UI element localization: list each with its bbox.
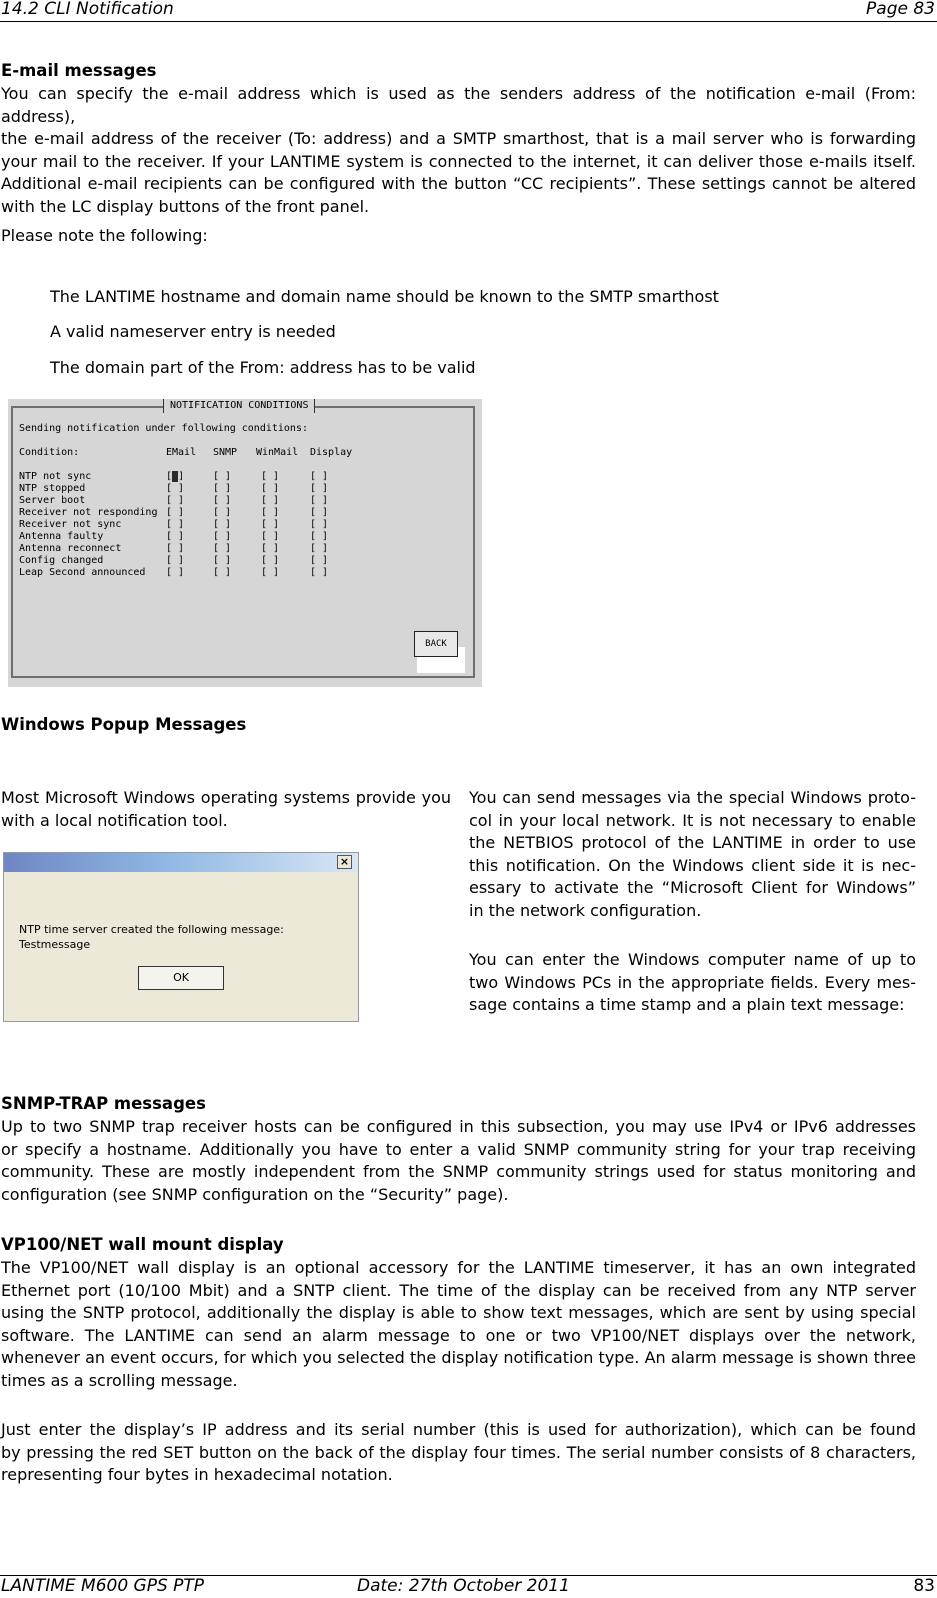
condition-checkbox[interactable]: [ ]	[213, 531, 232, 542]
condition-checkbox[interactable]: [ ]	[261, 471, 280, 482]
windows-heading: Windows Popup Messages	[1, 715, 247, 734]
condition-checkbox[interactable]: [ ]	[166, 555, 185, 566]
condition-row	[19, 471, 459, 483]
windows-left-line: Most Microsoft Windows operating systems provide you	[1, 788, 451, 807]
condition-checkbox[interactable]: [ ]	[261, 483, 280, 494]
footer-date: Date: 27th October 2011	[357, 1576, 570, 1596]
popup-message-line: NTP time server created the following message:	[19, 923, 284, 936]
condition-checkbox[interactable]: [ ]	[166, 531, 185, 542]
bullet-item: The LANTIME hostname and domain name should be known to the SMTP smarthost	[50, 287, 719, 306]
condition-checkbox[interactable]: [ ]	[213, 483, 232, 494]
popup-message-line: Testmessage	[19, 938, 91, 951]
vp100-line: The VP100/NET wall display is an optional accessory for the LANTIME timeserver, it has an own integrated	[1, 1258, 916, 1277]
condition-checkbox[interactable]: [ ]	[310, 555, 329, 566]
condition-checkbox[interactable]: [ ]	[310, 471, 329, 482]
vp100-line: representing four bytes in hexadecimal notation.	[1, 1465, 393, 1484]
condition-checkbox[interactable]: [ ]	[213, 555, 232, 566]
snmp-heading: SNMP-TRAP messages	[1, 1094, 206, 1113]
screen-title: NOTIFICATION CONDITIONS	[163, 399, 315, 413]
windows-right-line: sage contains a time stamp and a plain text message:	[469, 995, 905, 1014]
windows-right-line: this notification. On the Windows client side it is nec-	[469, 855, 916, 875]
vp100-line: by pressing the red SET button on the back of the display four times. The serial number consists of 8 characters,	[1, 1442, 916, 1462]
vp100-heading: VP100/NET wall mount display	[1, 1235, 284, 1254]
condition-checkbox[interactable]: [ ]	[213, 543, 232, 554]
condition-checkbox[interactable]: [ ]	[166, 483, 185, 494]
condition-row	[19, 483, 459, 495]
condition-label: NTP not sync	[19, 471, 92, 482]
condition-label: Receiver not responding	[19, 507, 158, 518]
column-header-snmp: SNMP	[213, 447, 238, 458]
condition-checkbox[interactable]: [ ]	[166, 567, 185, 578]
vp100-line: Just enter the display’s IP address and its serial number (this is used for authorization), which can be found	[1, 1420, 916, 1439]
windows-left-paragraph	[1, 787, 451, 832]
condition-checkbox[interactable]: [ ]	[261, 543, 280, 554]
condition-label: Leap Second announced	[19, 567, 146, 578]
condition-label: Receiver not sync	[19, 519, 122, 530]
condition-label: Config changed	[19, 555, 104, 566]
condition-label: NTP stopped	[19, 483, 86, 494]
condition-checkbox[interactable]: [ ]	[310, 567, 329, 578]
vp100-line: whenever an event occurs, for which you selected the display notification type. An alarm message is shown three	[1, 1348, 916, 1367]
vp100-line: software. The LANTIME can send an alarm message to one or two VP100/NET displays over the network,	[1, 1325, 916, 1345]
column-header-display: Display	[310, 447, 353, 458]
condition-checkbox[interactable]: [ ]	[166, 495, 185, 506]
close-icon[interactable]: ×	[337, 855, 352, 869]
windows-right-line: col in your local network. It is not necessary to enable	[469, 810, 916, 830]
windows-right-line: You can enter the Windows computer name of up to	[469, 950, 916, 969]
windows-right-line: two Windows PCs in the appropriate fields. Every mes-	[469, 972, 916, 992]
windows-right-line: essary to activate the “Microsoft Client for Windows”	[469, 878, 916, 897]
snmp-paragraph	[1, 1116, 916, 1206]
running-header-section: 14.2 CLI Notification	[1, 0, 174, 19]
screen-intro: Sending notification under following conditions:	[19, 423, 308, 434]
snmp-line: Up to two SNMP trap receiver hosts can be configured in this subsection, you may use IPv4 or IPv6 addresses	[1, 1117, 916, 1136]
popup-title-bar	[4, 853, 358, 872]
vp100-line: times as a scrolling message.	[1, 1370, 238, 1390]
condition-header: Condition:	[19, 447, 80, 458]
email-note: Please note the following:	[1, 226, 208, 245]
condition-checkbox[interactable]: [ ]	[310, 483, 329, 494]
vp100-paragraph-2	[1, 1419, 916, 1487]
condition-checkbox[interactable]: [ ]	[213, 495, 232, 506]
windows-right-line: in the network configuration.	[469, 900, 702, 920]
condition-checkbox[interactable]: [ ]	[261, 495, 280, 506]
condition-checkbox[interactable]: [ ]	[166, 471, 185, 482]
condition-row	[19, 555, 459, 567]
condition-row	[19, 531, 459, 543]
header-rule	[0, 21, 937, 22]
popup-ok-button[interactable]: OK	[138, 966, 224, 990]
snmp-line: or specify a hostname. Additionally you have to enter a valid SNMP community string for your trap receiving	[1, 1139, 916, 1159]
email-line: with the LC display buttons of the front panel.	[1, 196, 370, 216]
condition-checkbox[interactable]: [ ]	[261, 531, 280, 542]
vp100-paragraph-1	[1, 1257, 916, 1392]
bullet-item: The domain part of the From: address has to be valid	[50, 358, 476, 377]
column-header-email: EMail	[166, 447, 197, 458]
email-paragraph	[1, 83, 916, 218]
windows-right-line: the NETBIOS protocol of the LANTIME in order to use	[469, 833, 916, 852]
condition-checkbox[interactable]: [ ]	[166, 507, 185, 518]
bullet-item: A valid nameserver entry is needed	[50, 322, 336, 341]
footer-page-number: 83	[913, 1576, 935, 1596]
windows-left-line: with a local notification tool.	[1, 810, 228, 830]
condition-checkbox[interactable]: [ ]	[310, 531, 329, 542]
condition-row	[19, 519, 459, 531]
condition-checkbox[interactable]: [ ]	[310, 519, 329, 530]
running-header-page: Page 83	[866, 0, 935, 19]
back-button[interactable]: BACK	[414, 631, 458, 657]
condition-checkbox[interactable]: [ ]	[166, 543, 185, 554]
email-heading: E-mail messages	[1, 61, 157, 80]
windows-right-paragraph-1	[469, 787, 916, 922]
condition-label: Antenna faulty	[19, 531, 104, 542]
condition-checkbox[interactable]: [ ]	[213, 519, 232, 530]
condition-checkbox[interactable]: [ ]	[261, 555, 280, 566]
email-line: Additional e-mail recipients can be configured with the button “CC recipients”. These settings cannot be altered	[1, 174, 916, 193]
condition-checkbox[interactable]: [ ]	[310, 507, 329, 518]
condition-checkbox[interactable]: [ ]	[213, 507, 232, 518]
condition-checkbox[interactable]: [ ]	[310, 495, 329, 506]
column-header-winmail: WinMail	[256, 447, 299, 458]
snmp-line: community. These are mostly independent from the SNMP community strings used for status monitoring and	[1, 1162, 916, 1181]
email-line: your mail to the receiver. If your LANTIME system is connected to the internet, it can deliver those e-mails itself.	[1, 151, 916, 171]
condition-checkbox[interactable]: [ ]	[261, 567, 280, 578]
windows-popup-dialog	[3, 852, 359, 1022]
email-line: You can specify the e-mail address which is used as the senders address of the notification e-mail (From: address),	[1, 84, 916, 126]
notification-conditions-screen	[8, 399, 482, 687]
screen-header-row	[19, 447, 459, 459]
snmp-line: configuration (see SNMP configuration on the “Security” page).	[1, 1184, 509, 1204]
condition-checkbox[interactable]: [ ]	[213, 567, 232, 578]
footer-product: LANTIME M600 GPS PTP	[1, 1576, 205, 1596]
condition-checkbox[interactable]: [ ]	[166, 519, 185, 530]
vp100-line: using the SNTP protocol, additionally the display is able to show text messages, which are sent by using special	[1, 1303, 916, 1322]
condition-row	[19, 507, 459, 519]
vp100-line: Ethernet port (10/100 Mbit) and a SNTP client. The time of the display can be received from any NTP server	[1, 1280, 916, 1300]
email-line: the e-mail address of the receiver (To: address) and a SMTP smarthost, that is a mail server who is forwarding	[1, 129, 916, 148]
condition-row	[19, 495, 459, 507]
condition-row	[19, 543, 459, 555]
condition-label: Antenna reconnect	[19, 543, 122, 554]
condition-checkbox[interactable]: [ ]	[213, 471, 232, 482]
windows-right-paragraph-2	[469, 949, 916, 1017]
condition-checkbox[interactable]: [ ]	[310, 543, 329, 554]
windows-right-line: You can send messages via the special Windows proto-	[469, 788, 916, 807]
condition-label: Server boot	[19, 495, 86, 506]
condition-checkbox[interactable]: [ ]	[261, 507, 280, 518]
condition-row	[19, 567, 459, 579]
condition-checkbox[interactable]: [ ]	[261, 519, 280, 530]
